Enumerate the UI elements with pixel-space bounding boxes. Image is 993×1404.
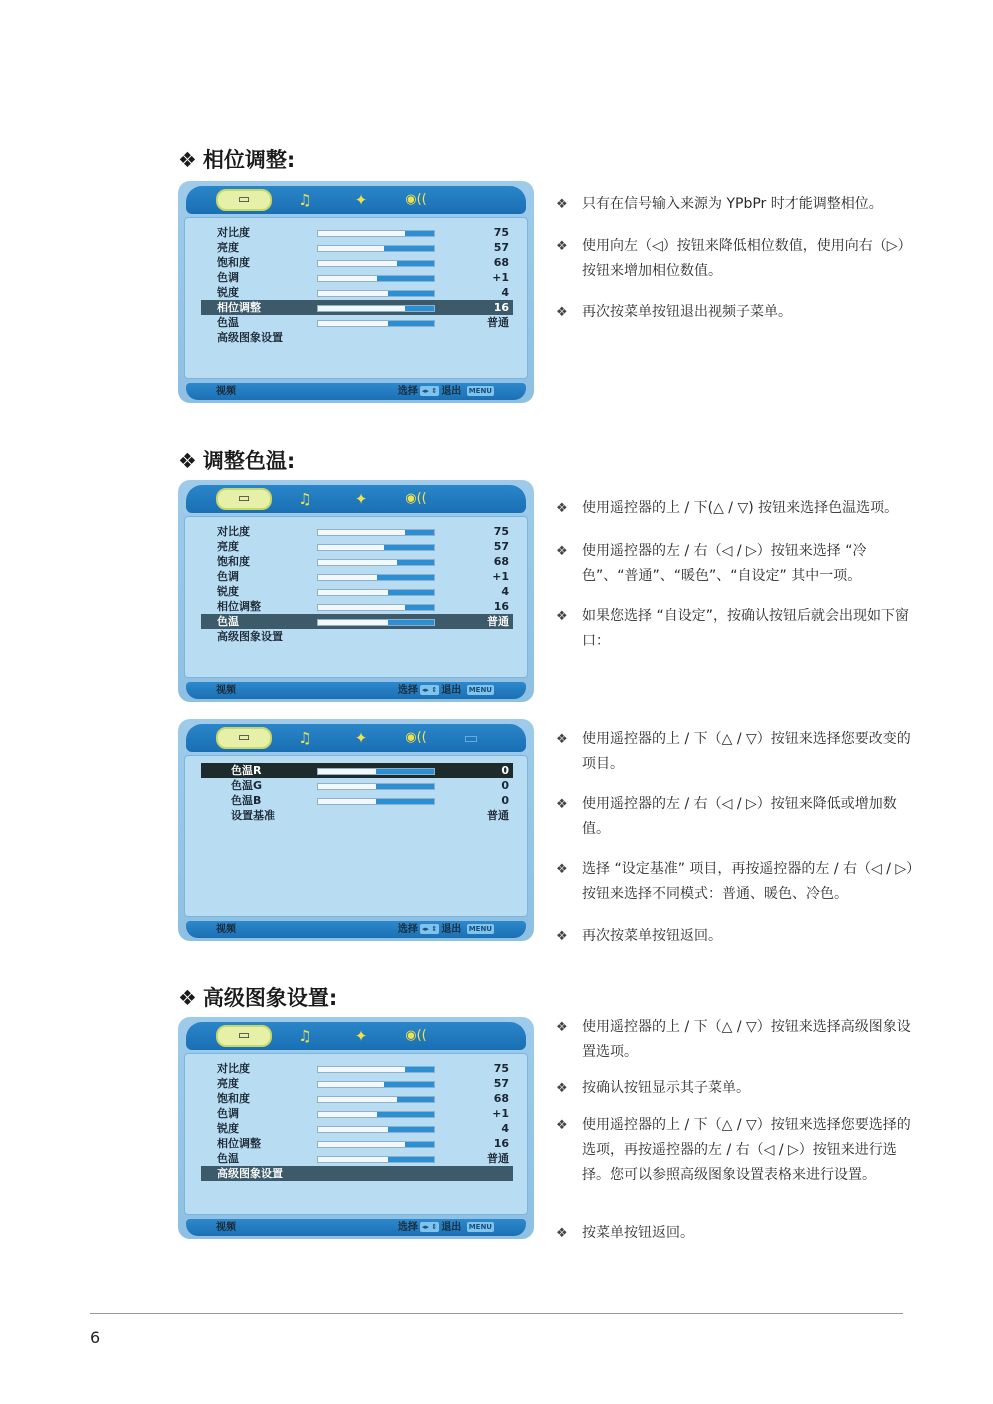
osd-row-label: 相位调整: [217, 600, 261, 613]
osd-slider[interactable]: [317, 1156, 435, 1163]
osd-footer-hints: 选择 ◂▸ ⇕ 退出 MENU: [397, 685, 492, 696]
osd-slider[interactable]: [317, 230, 435, 237]
osd-slider-fill: [405, 231, 434, 236]
section-title-advanced: ❖ 高级图象设置:: [178, 986, 338, 1010]
osd-row-value: 4: [501, 585, 509, 598]
osd-tab-bar: [186, 724, 526, 752]
antenna-tab-icon[interactable]: ◉((: [405, 730, 427, 745]
osd-row-label: 相位调整: [217, 1137, 261, 1150]
osd-slider[interactable]: [317, 529, 435, 536]
osd-row-label: 高级图象设置: [217, 331, 283, 344]
osd-slider-fill: [388, 620, 434, 625]
osd-menu-body: [184, 516, 528, 678]
section-title-colortemp: ❖ 调整色温:: [178, 449, 296, 473]
osd-slider[interactable]: [317, 619, 435, 626]
osd-footer-label: 视频: [216, 386, 236, 397]
osd-slider-fill: [388, 321, 434, 326]
osd-menu-row[interactable]: [201, 315, 513, 330]
diamond-bullet-icon: ❖: [556, 1118, 568, 1133]
osd-row-value: 16: [493, 301, 509, 314]
osd-row-value: 16: [493, 1137, 509, 1150]
osd-menu-row[interactable]: [201, 584, 513, 599]
osd-row-value: 75: [493, 226, 509, 239]
audio-tab-icon[interactable]: ♫: [298, 191, 312, 209]
arrow-keys-icon: ◂▸ ⇕: [421, 686, 438, 694]
osd-row-label: 对比度: [217, 226, 250, 239]
osd-menu-row[interactable]: [201, 270, 513, 285]
osd-row-value: 4: [501, 1122, 509, 1135]
osd-row-value: 普通: [487, 809, 509, 822]
osd-row-label: 色温R: [231, 764, 262, 777]
bullet-item: ❖ 按菜单按钮返回。: [556, 1221, 916, 1246]
bullet-item: ❖ 再次按菜单按钮退出视频子菜单。: [556, 300, 916, 325]
osd-footer: [186, 1219, 526, 1236]
osd-slider[interactable]: [317, 290, 435, 297]
osd-slider[interactable]: [317, 544, 435, 551]
audio-tab-icon[interactable]: ♫: [298, 1027, 312, 1045]
osd-slider-fill: [397, 560, 434, 565]
diamond-bullet-icon: ❖: [178, 449, 197, 473]
osd-slider[interactable]: [317, 768, 435, 775]
osd-menu-row[interactable]: [201, 1121, 513, 1136]
osd-slider-fill: [377, 575, 434, 580]
diamond-bullet-icon: ❖: [556, 501, 568, 516]
osd-slider[interactable]: [317, 1096, 435, 1103]
diamond-bullet-icon: ❖: [556, 197, 568, 212]
osd-slider-fill: [405, 306, 434, 311]
diamond-bullet-icon: ❖: [556, 1020, 568, 1035]
osd-menu-row[interactable]: [201, 255, 513, 270]
osd-row-value: 57: [493, 241, 509, 254]
osd-tab-bar: [186, 485, 526, 513]
osd-row-value: +1: [492, 570, 509, 583]
osd-slider-fill: [405, 1067, 434, 1072]
arrow-keys-icon: ◂▸ ⇕: [421, 925, 438, 933]
osd-video-menu-advanced: [178, 1017, 534, 1239]
osd-row-value: 57: [493, 540, 509, 553]
osd-footer-hints: 选择 ◂▸ ⇕ 退出 MENU: [397, 386, 492, 397]
osd-slider-fill: [397, 1097, 434, 1102]
monitor-tab-icon[interactable]: ▭: [463, 728, 479, 747]
osd-row-label: 色温G: [231, 779, 263, 792]
audio-tab-icon[interactable]: ♫: [298, 729, 312, 747]
osd-slider[interactable]: [317, 245, 435, 252]
diamond-bullet-icon: ❖: [556, 862, 568, 877]
osd-custom-colortemp-menu: [178, 719, 534, 941]
osd-slider-fill: [388, 1157, 434, 1162]
osd-row-value: 普通: [487, 615, 509, 628]
bullet-item: ❖ 使用遥控器的上 / 下(△ / ▽) 按钮来选择色温选项。: [556, 496, 916, 521]
osd-menu-row[interactable]: [201, 629, 513, 644]
footer-divider: [90, 1313, 903, 1314]
osd-slider-fill: [384, 246, 434, 251]
osd-slider[interactable]: [317, 574, 435, 581]
osd-row-value: 57: [493, 1077, 509, 1090]
osd-slider[interactable]: [317, 798, 435, 805]
osd-row-value: 68: [493, 1092, 509, 1105]
diamond-bullet-icon: ❖: [556, 239, 568, 254]
osd-row-label: 对比度: [217, 525, 250, 538]
osd-slider[interactable]: [317, 1141, 435, 1148]
osd-row-label: 饱和度: [217, 1092, 250, 1105]
diamond-bullet-icon: ❖: [556, 797, 568, 812]
arrow-keys-icon: ◂▸ ⇕: [421, 387, 438, 395]
bullet-item: ❖ 使用遥控器的左 / 右（◁ / ▷）按钮来选择 “冷色”、“普通”、“暖色”、“自设定” 其中一项。: [556, 539, 916, 589]
osd-row-label: 饱和度: [217, 256, 250, 269]
osd-slider[interactable]: [317, 559, 435, 566]
osd-video-menu-colortemp: [178, 480, 534, 702]
osd-slider[interactable]: [317, 604, 435, 611]
osd-slider[interactable]: [317, 320, 435, 327]
diamond-bullet-icon: ❖: [556, 305, 568, 320]
menu-key-icon: MENU: [468, 925, 492, 933]
osd-slider-fill: [377, 1112, 434, 1117]
osd-row-label: 高级图象设置: [217, 1167, 283, 1180]
tools-tab-icon[interactable]: ✦: [354, 729, 368, 747]
bullet-item: ❖ 选择 “设定基准” 项目，再按遥控器的左 / 右（◁ / ▷）按钮来选择不同模式：普通、暖色、冷色。: [556, 857, 916, 907]
osd-menu-row[interactable]: [201, 1166, 513, 1181]
osd-menu-row[interactable]: [201, 1091, 513, 1106]
osd-row-value: 75: [493, 1062, 509, 1075]
picture-tab-icon[interactable]: ▭: [216, 1025, 272, 1047]
diamond-bullet-icon: ❖: [556, 929, 568, 944]
page-number: 6: [90, 1328, 101, 1347]
osd-row-value: 4: [501, 286, 509, 299]
osd-menu-body: [184, 217, 528, 379]
tools-tab-icon[interactable]: ✦: [354, 191, 368, 209]
osd-menu-row[interactable]: [201, 539, 513, 554]
osd-row-value: +1: [492, 271, 509, 284]
bullet-item: ❖ 按确认按钮显示其子菜单。: [556, 1076, 916, 1101]
section-title-phase: ❖ 相位调整:: [178, 148, 296, 172]
osd-row-value: 16: [493, 600, 509, 613]
diamond-bullet-icon: ❖: [556, 544, 568, 559]
diamond-bullet-icon: ❖: [556, 1226, 568, 1241]
antenna-tab-icon[interactable]: ◉((: [405, 192, 427, 207]
osd-slider-fill: [405, 605, 434, 610]
osd-slider[interactable]: [317, 1081, 435, 1088]
osd-menu-row[interactable]: [201, 225, 513, 240]
osd-slider-fill: [376, 769, 434, 774]
bullet-item: ❖ 只有在信号输入来源为 YPbPr 时才能调整相位。: [556, 192, 916, 217]
bullet-item: ❖ 使用遥控器的上 / 下（△ / ▽）按钮来选择您要改变的项目。: [556, 727, 916, 777]
picture-tab-icon[interactable]: ▭: [216, 488, 272, 510]
osd-row-label: 锐度: [217, 585, 239, 598]
audio-tab-icon[interactable]: ♫: [298, 490, 312, 508]
osd-menu-row[interactable]: [201, 569, 513, 584]
osd-menu-row[interactable]: [201, 300, 513, 315]
osd-row-value: 普通: [487, 316, 509, 329]
osd-menu-body: [184, 755, 528, 917]
osd-menu-row[interactable]: [201, 1106, 513, 1121]
osd-slider[interactable]: [317, 783, 435, 790]
osd-row-value: 0: [501, 794, 509, 807]
osd-menu-row[interactable]: [201, 1061, 513, 1076]
osd-row-value: +1: [492, 1107, 509, 1120]
osd-row-value: 75: [493, 525, 509, 538]
osd-row-value: 0: [501, 764, 509, 777]
picture-tab-icon[interactable]: ▭: [216, 727, 272, 749]
osd-row-label: 色温: [217, 615, 239, 628]
osd-tab-bar: [186, 1022, 526, 1050]
osd-footer: [186, 383, 526, 400]
osd-footer: [186, 921, 526, 938]
picture-tab-icon[interactable]: ▭: [216, 189, 272, 211]
menu-key-icon: MENU: [468, 686, 492, 694]
antenna-tab-icon[interactable]: ◉((: [405, 491, 427, 506]
osd-menu-row[interactable]: [201, 599, 513, 614]
menu-key-icon: MENU: [468, 1223, 492, 1231]
tools-tab-icon[interactable]: ✦: [354, 490, 368, 508]
menu-key-icon: MENU: [468, 387, 492, 395]
osd-row-label: 锐度: [217, 286, 239, 299]
bullet-item: ❖ 使用遥控器的左 / 右（◁ / ▷）按钮来降低或增加数值。: [556, 792, 916, 842]
osd-menu-row[interactable]: [201, 1136, 513, 1151]
osd-menu-body: [184, 1053, 528, 1215]
osd-row-label: 高级图象设置: [217, 630, 283, 643]
arrow-keys-icon: ◂▸ ⇕: [421, 1223, 438, 1231]
osd-row-label: 设置基准: [231, 809, 275, 822]
osd-footer-hints: 选择 ◂▸ ⇕ 退出 MENU: [397, 924, 492, 935]
osd-row-label: 色调: [217, 271, 239, 284]
osd-slider[interactable]: [317, 1066, 435, 1073]
diamond-bullet-icon: ❖: [556, 1081, 568, 1096]
osd-slider-fill: [388, 590, 434, 595]
osd-footer: [186, 682, 526, 699]
osd-slider-fill: [388, 291, 434, 296]
osd-slider-fill: [388, 1127, 434, 1132]
osd-footer-label: 视频: [216, 1222, 236, 1233]
osd-slider-fill: [376, 784, 434, 789]
osd-row-label: 对比度: [217, 1062, 250, 1075]
osd-slider[interactable]: [317, 305, 435, 312]
bullet-item: ❖ 使用遥控器的上 / 下（△ / ▽）按钮来选择高级图象设置选项。: [556, 1015, 916, 1065]
osd-tab-bar: [186, 186, 526, 214]
tools-tab-icon[interactable]: ✦: [354, 1027, 368, 1045]
osd-menu-row[interactable]: [201, 240, 513, 255]
diamond-bullet-icon: ❖: [556, 609, 568, 624]
antenna-tab-icon[interactable]: ◉((: [405, 1028, 427, 1043]
osd-slider-fill: [384, 545, 434, 550]
osd-slider[interactable]: [317, 1111, 435, 1118]
osd-row-value: 普通: [487, 1152, 509, 1165]
osd-slider[interactable]: [317, 1126, 435, 1133]
osd-slider[interactable]: [317, 260, 435, 267]
diamond-bullet-icon: ❖: [178, 148, 197, 172]
osd-footer-label: 视频: [216, 685, 236, 696]
osd-row-value: 68: [493, 256, 509, 269]
osd-footer-hints: 选择 ◂▸ ⇕ 退出 MENU: [397, 1222, 492, 1233]
osd-slider[interactable]: [317, 275, 435, 282]
osd-row-label: 色温: [217, 1152, 239, 1165]
bullet-item: ❖ 如果您选择 “自设定”，按确认按钮后就会出现如下窗口：: [556, 604, 916, 654]
osd-menu-row[interactable]: [201, 1076, 513, 1091]
osd-menu-row[interactable]: [201, 614, 513, 629]
osd-menu-row[interactable]: [201, 1151, 513, 1166]
diamond-bullet-icon: ❖: [178, 986, 197, 1010]
osd-row-label: 相位调整: [217, 301, 261, 314]
osd-video-menu-phase: [178, 181, 534, 403]
osd-row-label: 色温: [217, 316, 239, 329]
bullet-item: ❖ 再次按菜单按钮返回。: [556, 924, 916, 949]
osd-slider-fill: [397, 261, 434, 266]
osd-menu-row[interactable]: [201, 808, 513, 823]
osd-menu-row[interactable]: [201, 554, 513, 569]
bullet-item: ❖ 使用遥控器的上 / 下（△ / ▽）按钮来选择您要选择的选项，再按遥控器的左 / 右（◁ / ▷）按钮来进行选择。您可以参照高级图象设置表格来进行设置。: [556, 1113, 916, 1188]
osd-slider-fill: [376, 799, 434, 804]
osd-row-label: 亮度: [217, 241, 239, 254]
osd-menu-row[interactable]: [201, 524, 513, 539]
bullet-item: ❖ 使用向左（◁）按钮来降低相位数值，使用向右（▷）按钮来增加相位数值。: [556, 234, 916, 284]
osd-menu-row[interactable]: [201, 778, 513, 793]
osd-slider-fill: [405, 1142, 434, 1147]
osd-row-value: 68: [493, 555, 509, 568]
osd-row-label: 色温B: [231, 794, 262, 807]
osd-row-label: 色调: [217, 570, 239, 583]
osd-footer-label: 视频: [216, 924, 236, 935]
osd-slider-fill: [405, 530, 434, 535]
osd-slider-fill: [384, 1082, 434, 1087]
osd-menu-row[interactable]: [201, 330, 513, 345]
osd-menu-row[interactable]: [201, 763, 513, 778]
osd-row-label: 饱和度: [217, 555, 250, 568]
osd-row-label: 亮度: [217, 1077, 239, 1090]
osd-row-value: 0: [501, 779, 509, 792]
diamond-bullet-icon: ❖: [556, 732, 568, 747]
osd-slider[interactable]: [317, 589, 435, 596]
osd-row-label: 锐度: [217, 1122, 239, 1135]
osd-row-label: 色调: [217, 1107, 239, 1120]
osd-slider-fill: [377, 276, 434, 281]
osd-menu-row[interactable]: [201, 793, 513, 808]
osd-row-label: 亮度: [217, 540, 239, 553]
osd-menu-row[interactable]: [201, 285, 513, 300]
